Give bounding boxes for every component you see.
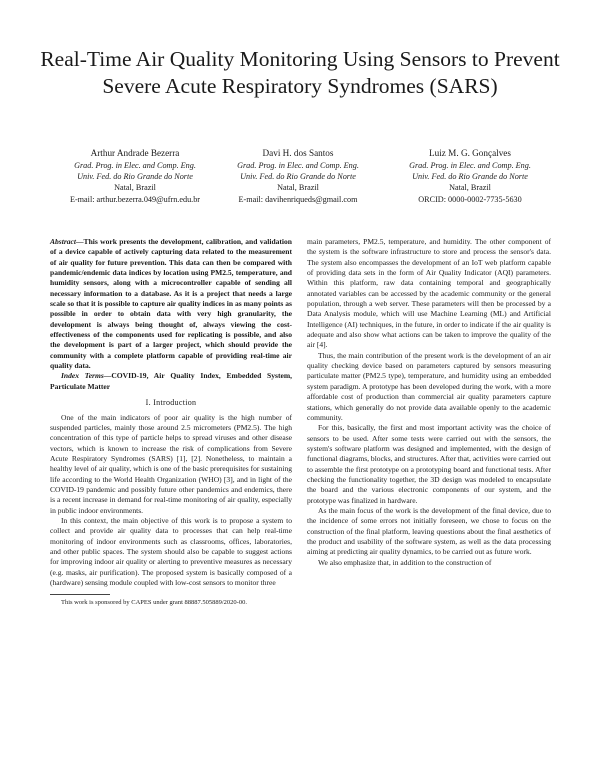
author-contact: E-mail: davihenriqueds@gmail.com [238, 194, 358, 204]
paragraph: As the main focus of the work is the development of the final device, due to the incidence of some errors not initially foreseen, we chose to focus on the construction of the final platform, leaving questions about the final aesthetics of the product and usability of the software system, as well as the data processing aiming at predicting air quality dynamics, to be carried out as future work. [307, 505, 551, 557]
author-city: Natal, Brazil [277, 183, 319, 193]
index-terms [50, 371, 292, 392]
author-affiliation: Grad. Prog. in Elec. and Comp. Eng. [409, 160, 531, 170]
author-1 [40, 147, 230, 205]
author-3 [375, 147, 565, 205]
author-university: Univ. Fed. do Rio Grande do Norte [240, 171, 356, 181]
paragraph: For this, basically, the first and most important activity was the choice of sensors to be used. After some tests were carried out with the sensors, the system's software platform was designed and implemented, with the design of functional diagrams, blocks, and structures. After that, activities were carried out to assemble the first prototype on a prototyping board and functional tests. After checking the functionality together, the 3D design was modeled to encapsulate the board and the various electronic components of our system, and the prototype was finalized in hardware. [307, 423, 551, 505]
author-university: Univ. Fed. do Rio Grande do Norte [412, 171, 528, 181]
author-name: Luiz M. G. Gonçalves [429, 148, 511, 158]
author-university: Univ. Fed. do Rio Grande do Norte [77, 171, 193, 181]
left-column [50, 237, 292, 607]
paper-title: Real-Time Air Quality Monitoring Using Sensors to Prevent Severe Acute Respiratory Syndromes (SARS) [40, 47, 560, 98]
right-column [307, 237, 551, 568]
footnote: This work is sponsored by CAPES under grant 88887.505889/2020-00. [61, 599, 247, 607]
author-contact: E-mail: arthur.bezerra.049@ufrn.edu.br [69, 194, 201, 204]
section-heading: I. Introduction [145, 398, 197, 408]
abstract-text: —This work presents the development, calibration, and validation of a device capable of actively capturing data related to the measurement of air quality for future prevention. This data can then be compared with pandemic/endemic data indices by location using PM2.5, temperature, and humidity sensors, along with a microcontroller capable of sending all necessary information to a database. As it is a project that needs a large scale so that it is possible to capture air quality indices in as many points as possible in order to obtain data with very high granularity, the development is always being thought of, always viewing the cost-effectiveness of the components used for replicating is possible, and also the development is part of a larger project, which should provide the community with a complete platform capable of providing real-time air quality data. [50, 237, 292, 371]
author-contact: ORCID: 0000-0002-7735-5630 [418, 194, 522, 204]
author-name: Davi H. dos Santos [262, 148, 334, 158]
author-city: Natal, Brazil [449, 183, 491, 193]
index-terms-lead: Index Terms [61, 371, 104, 381]
index-terms-text: —COVID-19, Air Quality Index, Embedded System, Particulate Matter [50, 371, 293, 391]
author-block [40, 147, 570, 217]
abstract-lead: Abstract [50, 237, 76, 246]
paragraph: One of the main indicators of poor air quality is the high number of suspended particles, mainly those around 2.5 micrometers (PM2.5). The high concentration of this type of particle helps to spread viruses and other disease vectors, which is known to increase the risk of complications from Severe Acute Respiratory Syndromes (SARS) [1], [2]. Nonetheless, to maintain a healthy level of air quality, which is one of the basic prerequisites for sustaining life according to the World Health Organization (WHO) [3], and in light of the COVID-19 pandemic and possibly future other pandemics and endemics, there is a recent increase in demand for real-time monitoring of air quality, especially in public indoor environments. [50, 412, 292, 515]
paragraph: Thus, the main contribution of the present work is the development of an air quality checking device based on parameters captured by sensors measuring particulate matter (PM2.5 type), temperature, and humidity using an embedded system paradigm. A prototype has been developed during the work, with a more affordable cost of production than commercial air quality parameters capture stations, which generally do not provide data available openly to the academic community. [307, 350, 551, 422]
author-2 [203, 147, 393, 205]
paragraph: main parameters, PM2.5, temperature, and humidity. The other component of the system is the software infrastructure to store and process the sensor's data. The system also encompasses the development of an IoT web platform capable of providing data sets in the form of Air Quality Indicator (AQI) parameters. Within this platform, raw data containing temporal and geographically annotated variables can be accessed by the academic community or the general population, through a web server. These parameters will then be processed by a Data Analysis module, which will use Machine Learning (ML) and Artificial Intelligence (AI) techniques, in the future, in order to indicate if the air quality is adequate and also show what actions can be taken to improve the quality of the air [4]. [307, 237, 551, 350]
paragraph: We also emphasize that, in addition to the construction of [318, 557, 492, 567]
paragraph: In this context, the main objective of this work is to propose a system to collect and provide air quality data to processes that can help real-time monitoring of indoor environments such as classrooms, offices, laboratories, and other public spaces. The system should also be capable to suggest actions for improving indoor air quality or alerting to preventive measures as necessary (e.g. masks, air purification). The proposed system is basically composed of a (hardware) sensing module coupled with low-cost sensors to monitor three [50, 515, 292, 587]
footnote-rule [50, 594, 110, 595]
author-affiliation: Grad. Prog. in Elec. and Comp. Eng. [74, 160, 196, 170]
abstract [50, 237, 292, 371]
author-city: Natal, Brazil [114, 183, 156, 193]
author-affiliation: Grad. Prog. in Elec. and Comp. Eng. [237, 160, 359, 170]
author-name: Arthur Andrade Bezerra [90, 148, 180, 158]
